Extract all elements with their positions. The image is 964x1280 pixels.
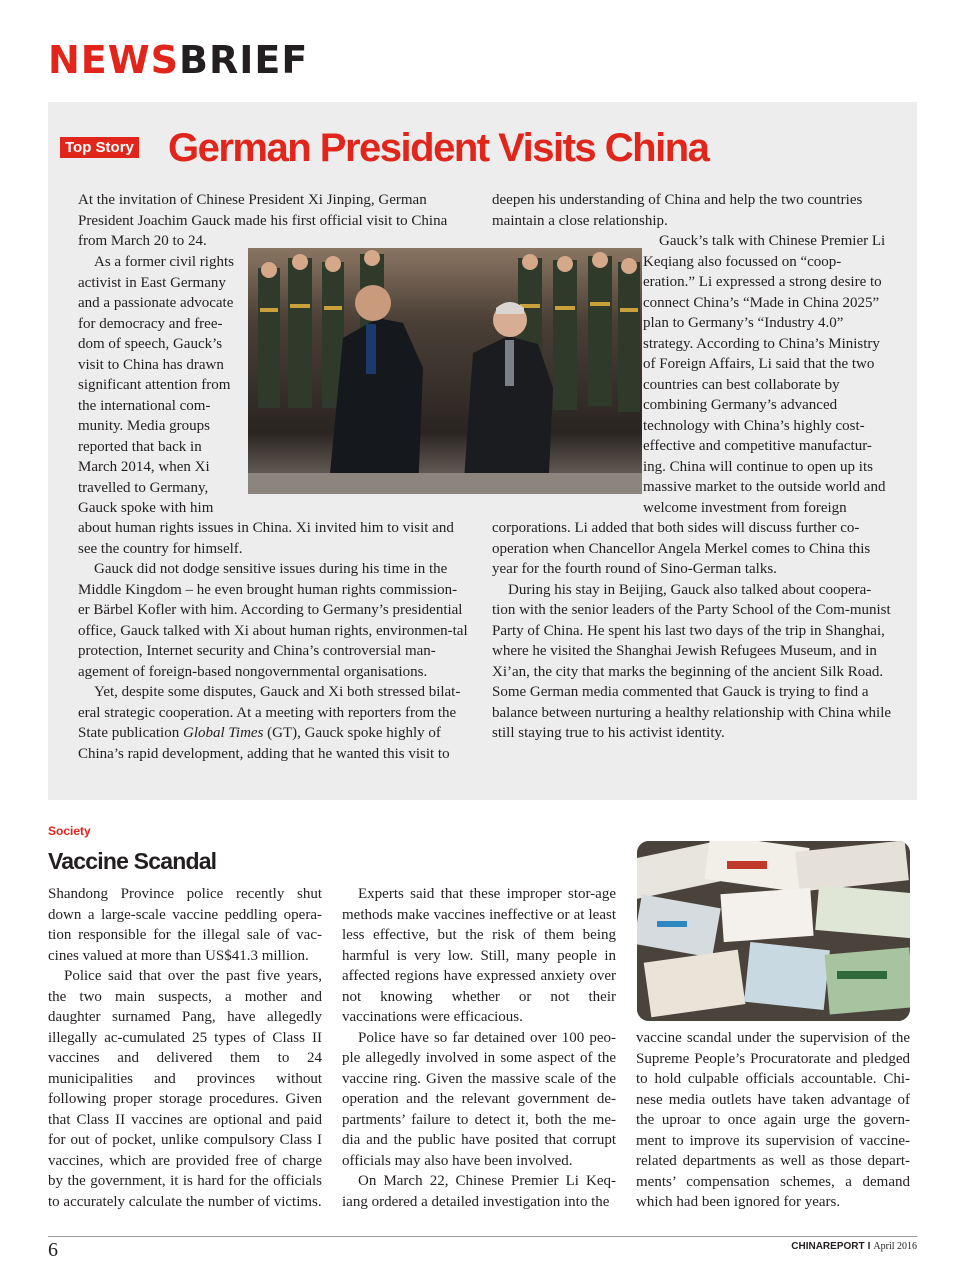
footer-rule (48, 1236, 917, 1237)
society-column-2 (342, 884, 616, 1212)
top-story-left-column (78, 190, 466, 252)
vaccine-photo-illustration (637, 841, 910, 1021)
photo-vaccine-boxes (637, 841, 910, 1021)
paragraph: Police have so far detained over 100 peo-ple allegedly involved in some aspect of the vaccine ring. Given the massive scale of the operation and the relevant government de-partments’ failure to detect it, both the me-dia and the public have posited that corrupt officials may also have been involved. (342, 1029, 616, 1169)
society-column-3 (636, 1028, 910, 1213)
paragraph: On March 22, Chinese Premier Li Keq-iang ordered a detailed investigation into the (342, 1173, 616, 1210)
top-story-left-column-wrap (78, 252, 240, 519)
paragraph: Gauck’s talk with Chinese Premier Li Keqiang also focussed on “coop-eration.” Li expressed a strong desire to connect China’s “Made in China 2025” plan to Germany’s “Industry 4.0” strategy. According to China’s Ministry of Foreign Affairs, Li said that the two countries can best collaborate by combining Germany’s advanced technology with China’s highly cost-effective and competitive manufactur-ing. China will continue to open up its massive market to the outside world and welcome investment from foreign (643, 233, 886, 516)
paragraph: deepen his understanding of China and help the two countries maintain a close relationship. (492, 192, 863, 229)
paragraph: Yet, despite some disputes, Gauck and Xi both stressed bilat-eral strategic cooperation. At a meeting with reporters from the State publication Global Times (GT), Gauck spoke highly of China’s rapid development, adding that he wanted this visit to (78, 684, 461, 762)
footer-brand (791, 1241, 917, 1253)
paragraph: During his stay in Beijing, Gauck also talked about coopera-tion with the senior leaders of the Party School of the Com-munist Party of China. He spent his last two days of the trip in Shanghai, where he visited the Shanghai Jewish Refugees Museum, and in Xi’an, the city that marks the beginning of the ancient Silk Road. Some German media commented that Gauck is trying to find a balance between nurturing a healthy relationship with China while still staying true to his activist identity. (492, 581, 892, 741)
top-story-right-column-top (492, 190, 892, 231)
paragraph: Gauck did not dodge sensitive issues during his time in the Middle Kingdom – he even brought human rights commission-er Bärbel Kofler with him. According to Germany’s presidential office, Gauck talked with Xi about human rights, environmen-tal protection, Internet security and China’s controversial man-agement of foreign-based nongovernmental organisations. (78, 561, 468, 680)
paragraph: Experts said that these improper stor-age methods make vaccines ineffective or at least less effective, but the risk of them being harmful is very low. Still, many people in affected regions have expressed anxiety over not knowing whether or not their vaccinations were efficacious. (342, 886, 616, 1025)
masthead-brief: BRIEF (179, 38, 309, 82)
top-story-tag: Top Story (60, 137, 139, 158)
page-number: 6 (48, 1239, 58, 1261)
photo-xi-gauck-honor-guard (248, 248, 642, 494)
society-column-1 (48, 884, 322, 1212)
paragraph: Police said that over the past five years, the two main suspects, a mother and daughter surnamed Pang, have allegedly illegally ac-cumulated 25 types of Class II vaccines and delivered them to 24 municipalities and provinces without following proper storage procedures. Given that Class II vaccines are optional and paid for out of pocket, unlike compulsory Class I vaccines, which are provided free of charge by the government, it is hard for the officials to accurately calculate the number of victims. (48, 968, 322, 1210)
top-story-right-column-wrap (643, 231, 893, 518)
masthead (48, 38, 308, 82)
top-story-right-column-lower (492, 518, 892, 744)
paragraph: corporations. Li added that both sides will discuss further co-operation when Chancellor Angela Merkel comes to China this year for the fourth round of Sino-German talks. (492, 520, 871, 577)
publication-name: CHINAREPORT (791, 1241, 865, 1252)
top-story-left-column-lower (78, 518, 468, 764)
paragraph: At the invitation of Chinese President Xi Jinping, German President Joachim Gauck made his first official visit to China from March 20 to 24. (78, 192, 448, 249)
issue-date: April 2016 (873, 1241, 917, 1252)
section-label-society: Society (48, 824, 91, 838)
paragraph: Shandong Province police recently shut down a large-scale vaccine peddling opera-tion responsible for the illegal sale of vac-cines valued at more than US$41.3 million. (48, 886, 322, 964)
masthead-news: NEWS (48, 38, 180, 82)
top-story-headline: German President Visits China (168, 126, 709, 170)
photo-illustration (248, 248, 642, 494)
paragraph: vaccine scandal under the supervision of the Supreme People’s Procuratorate and pledged to hold culpable officials accountable. Chi-nese media outlets have taken advantage of the uproar to once again urge the govern-ment to improve its supervision of vaccine-related departments as well as those depart-ments’ compensation schemes, a demand which had been ignored for years. (636, 1030, 910, 1210)
section-title-vaccine-scandal: Vaccine Scandal (48, 848, 217, 874)
paragraph: As a former civil rights activist in East Germany and a passionate advocate for democracy and free-dom of speech, Gauck’s visit to China has drawn significant attention from the international com-munity. Media groups reported that back in March 2014, when Xi travelled to Germany, Gauck spoke with him (78, 254, 234, 516)
footer-separator: I (867, 1241, 871, 1252)
paragraph: about human rights issues in China. Xi invited him to visit and see the country for himself. (78, 520, 454, 557)
